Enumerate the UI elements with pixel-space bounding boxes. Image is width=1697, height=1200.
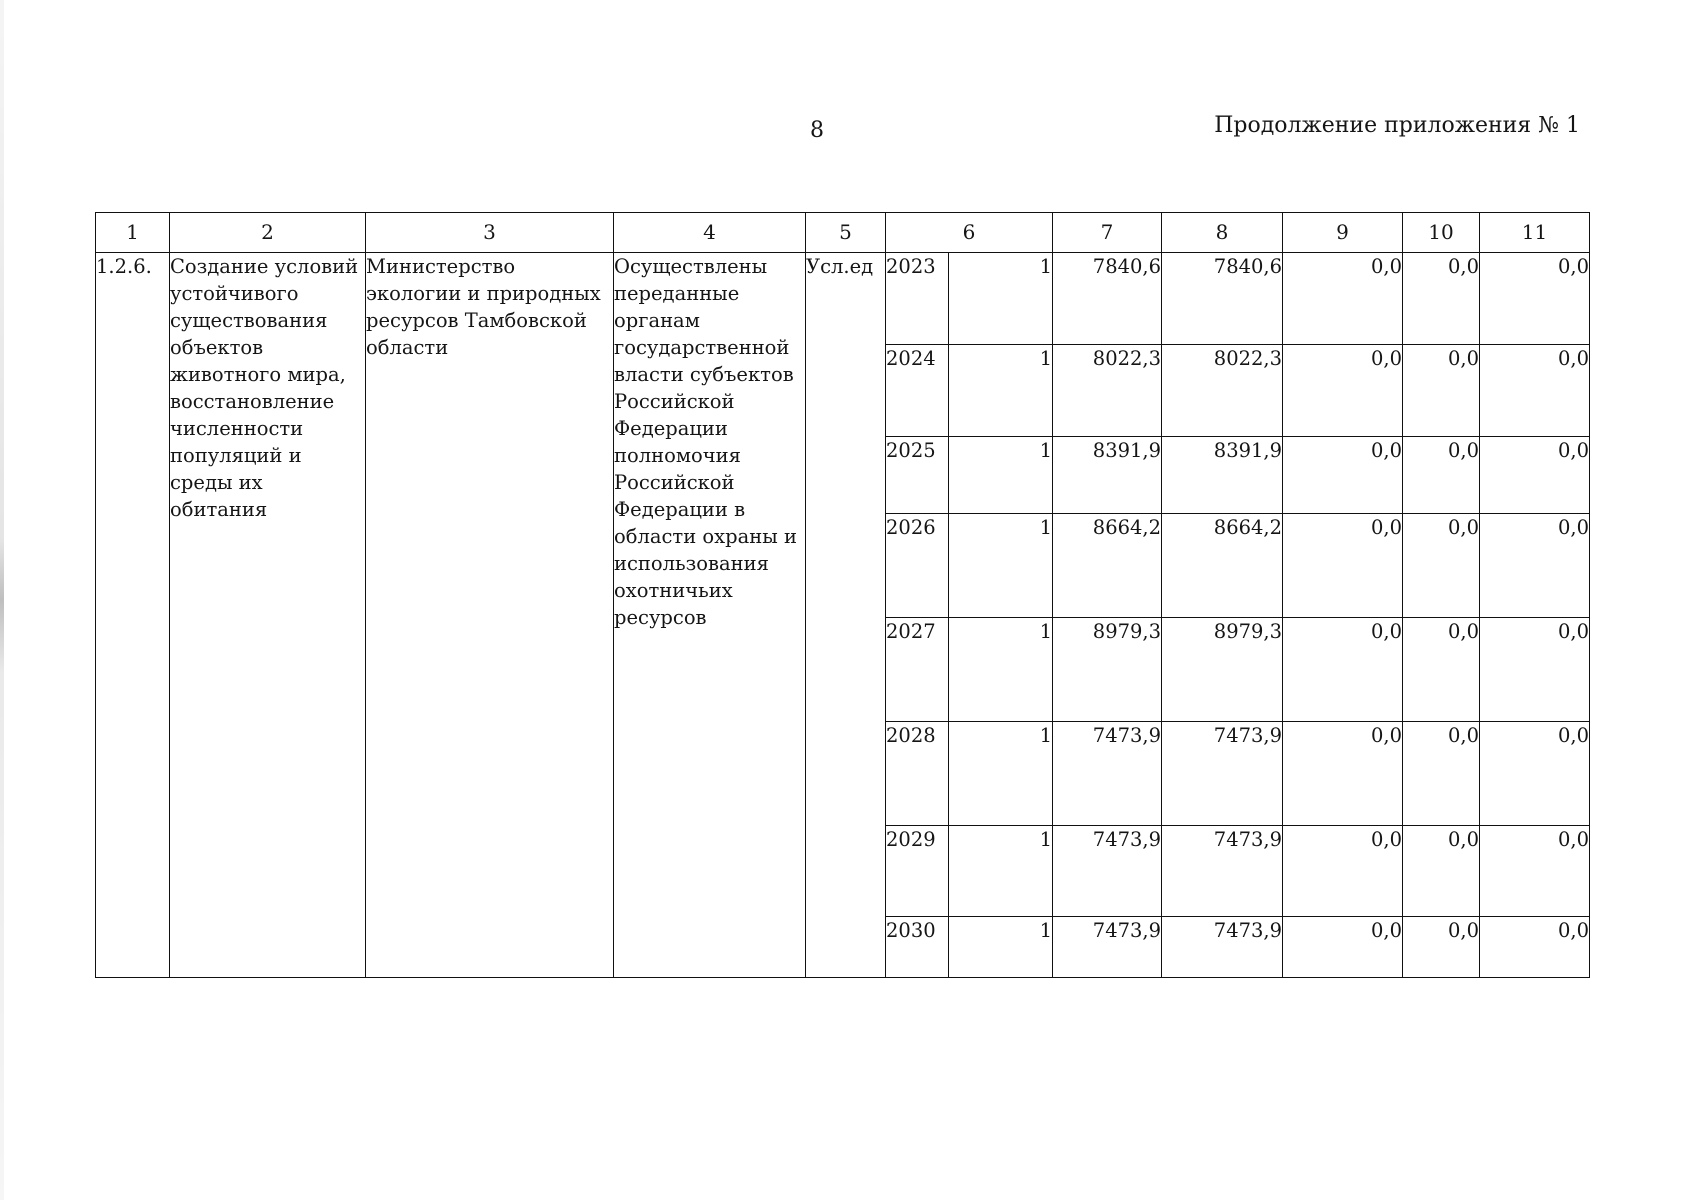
column-8-cell: 8979,3 (1162, 618, 1283, 722)
column-header: 7 (1053, 213, 1162, 253)
column-7-cell: 8022,3 (1053, 345, 1162, 437)
column-9-cell: 0,0 (1283, 514, 1403, 618)
scan-edge-shadow (0, 0, 4, 1200)
year-cell: 2028 (886, 722, 949, 826)
column-header: 5 (806, 213, 886, 253)
column-header: 2 (170, 213, 366, 253)
column-8-cell: 8391,9 (1162, 437, 1283, 514)
column-9-cell: 0,0 (1283, 618, 1403, 722)
column-7-cell: 8979,3 (1053, 618, 1162, 722)
column-10-cell: 0,0 (1403, 618, 1480, 722)
column-7-cell: 8664,2 (1053, 514, 1162, 618)
column-9-cell: 0,0 (1283, 345, 1403, 437)
year-cell: 2025 (886, 437, 949, 514)
column-9-cell: 0,0 (1283, 917, 1403, 978)
column-header: 1 (96, 213, 170, 253)
indicator-value-cell: 1 (949, 917, 1053, 978)
column-7-cell: 7840,6 (1053, 253, 1162, 345)
column-9-cell: 0,0 (1283, 722, 1403, 826)
year-cell: 2024 (886, 345, 949, 437)
entry-code: 1.2.6. (96, 253, 170, 978)
data-table (95, 212, 1590, 978)
column-9-cell: 0,0 (1283, 826, 1403, 917)
column-7-cell: 7473,9 (1053, 917, 1162, 978)
column-7-cell: 7473,9 (1053, 826, 1162, 917)
column-11-cell: 0,0 (1480, 514, 1590, 618)
year-cell: 2023 (886, 253, 949, 345)
column-header: 8 (1162, 213, 1283, 253)
column-8-cell: 7473,9 (1162, 826, 1283, 917)
responsible-executor: Министерство экологии и природных ресурсов Тамбовской области (366, 253, 614, 978)
column-10-cell: 0,0 (1403, 514, 1480, 618)
column-10-cell: 0,0 (1403, 722, 1480, 826)
appendix-continuation-note: Продолжение приложения № 1 (1214, 113, 1580, 138)
entry-name: Создание условий устойчивого существования объектов животного мира, восстановление численности популяций и среды их обитания (170, 253, 366, 978)
indicator-value-cell: 1 (949, 618, 1053, 722)
year-cell: 2027 (886, 618, 949, 722)
column-number-header-row (96, 213, 1590, 253)
indicator-value-cell: 1 (949, 826, 1053, 917)
column-header: 10 (1403, 213, 1480, 253)
indicator-value-cell: 1 (949, 345, 1053, 437)
column-10-cell: 0,0 (1403, 437, 1480, 514)
year-cell: 2029 (886, 826, 949, 917)
year-cell: 2030 (886, 917, 949, 978)
column-7-cell: 7473,9 (1053, 722, 1162, 826)
column-10-cell: 0,0 (1403, 917, 1480, 978)
column-7-cell: 8391,9 (1053, 437, 1162, 514)
indicator-value-cell: 1 (949, 253, 1053, 345)
column-9-cell: 0,0 (1283, 437, 1403, 514)
indicator-value-cell: 1 (949, 722, 1053, 826)
column-8-cell: 8664,2 (1162, 514, 1283, 618)
column-11-cell: 0,0 (1480, 722, 1590, 826)
indicator-value-cell: 1 (949, 514, 1053, 618)
page-number: 8 (810, 118, 824, 143)
column-11-cell: 0,0 (1480, 618, 1590, 722)
indicator-value-cell: 1 (949, 437, 1053, 514)
column-11-cell: 0,0 (1480, 826, 1590, 917)
column-11-cell: 0,0 (1480, 345, 1590, 437)
column-header: 3 (366, 213, 614, 253)
column-header: 9 (1283, 213, 1403, 253)
column-8-cell: 8022,3 (1162, 345, 1283, 437)
column-11-cell: 0,0 (1480, 437, 1590, 514)
column-header: 6 (886, 213, 1053, 253)
table-row (96, 253, 1590, 345)
column-10-cell: 0,0 (1403, 253, 1480, 345)
column-8-cell: 7473,9 (1162, 917, 1283, 978)
column-header: 4 (614, 213, 806, 253)
column-8-cell: 7840,6 (1162, 253, 1283, 345)
column-header: 11 (1480, 213, 1590, 253)
column-8-cell: 7473,9 (1162, 722, 1283, 826)
expected-result: Осуществлены переданные органам государственной власти субъектов Российской Федерации полномочия Российской Федерации в области охраны и использования охотничьих ресурсов (614, 253, 806, 978)
column-11-cell: 0,0 (1480, 917, 1590, 978)
year-cell: 2026 (886, 514, 949, 618)
column-9-cell: 0,0 (1283, 253, 1403, 345)
column-10-cell: 0,0 (1403, 826, 1480, 917)
column-10-cell: 0,0 (1403, 345, 1480, 437)
column-11-cell: 0,0 (1480, 253, 1590, 345)
measurement-unit: Усл.ед (806, 253, 886, 978)
